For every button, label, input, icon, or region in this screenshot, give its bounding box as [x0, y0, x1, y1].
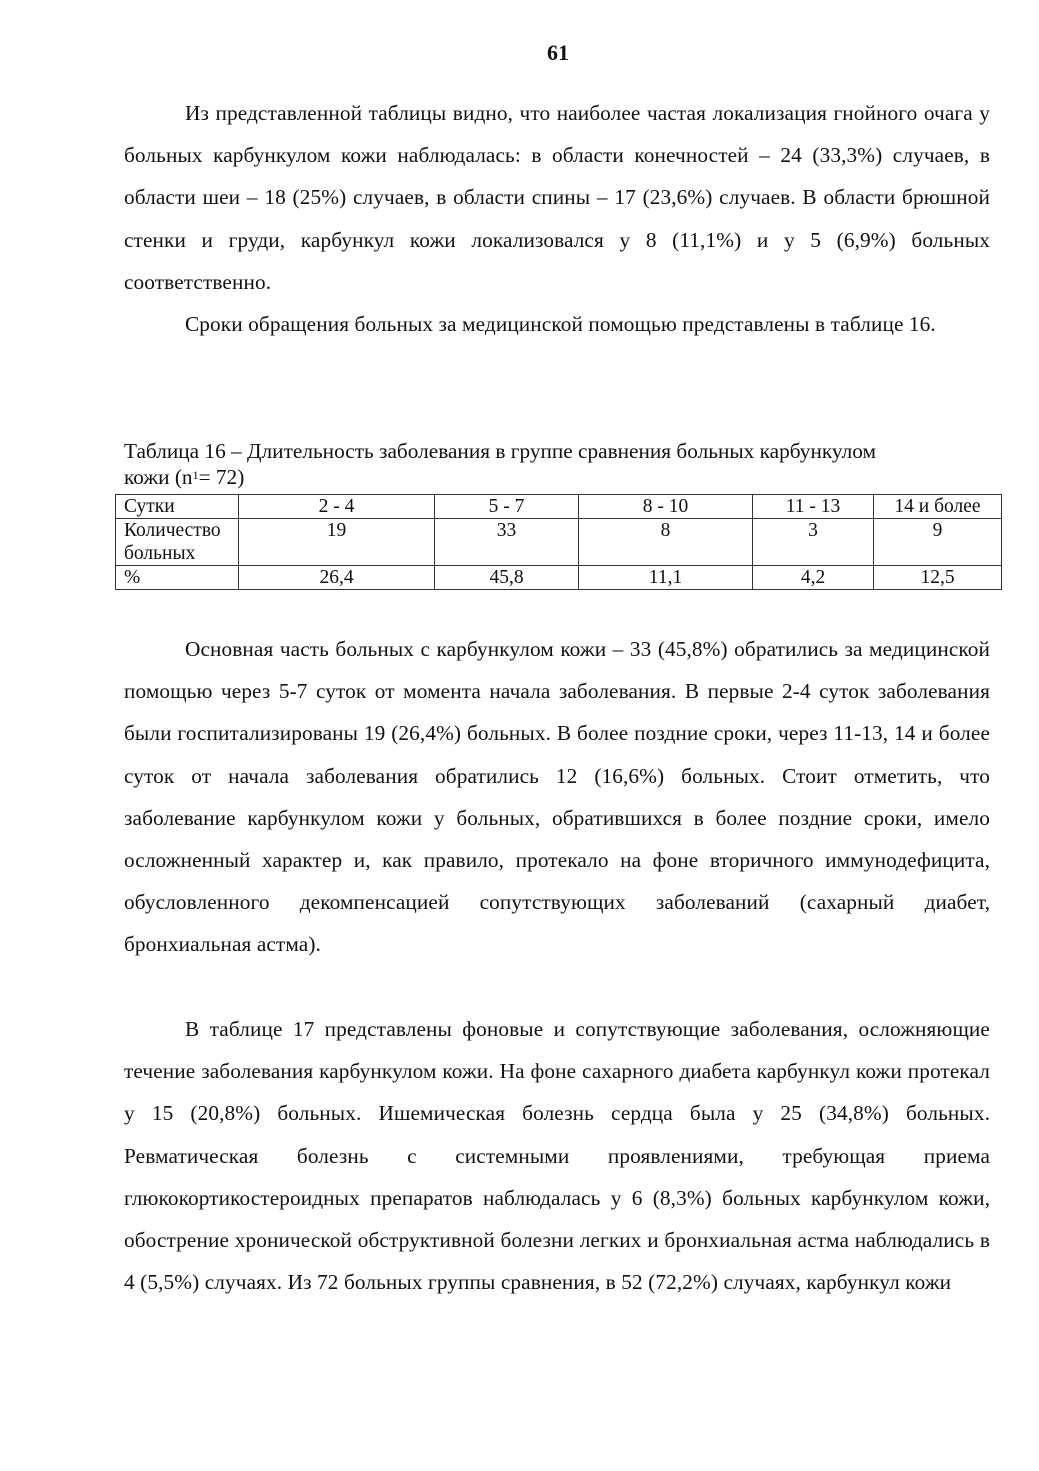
- table-row: [116, 519, 1002, 566]
- row-label: %: [116, 566, 239, 590]
- table-cell: 4,2: [753, 566, 874, 590]
- row-label: Количество больных: [116, 519, 239, 566]
- header-cell: 14 и более: [874, 495, 1002, 519]
- header-cell: 2 - 4: [239, 495, 435, 519]
- table-cell: 19: [239, 519, 435, 566]
- caption-superscript: 1: [192, 468, 199, 482]
- caption-tail: = 72): [198, 465, 245, 489]
- header-cell: 11 - 13: [753, 495, 874, 519]
- page-number: 61: [547, 40, 569, 65]
- table-16-caption: [124, 438, 884, 490]
- header-cell: 8 - 10: [579, 495, 753, 519]
- paragraph-localization: Из представленной таблицы видно, что наиболее частая локализация гнойного очага у больных карбункулом кожи наблюдалась: в области конечностей – 24 (33,3%) случаев, в области шеи – 18 (25%) случаев, в области спины – 17 (23,6%) случаев. В области брюшной стенки и груди, карбункул кожи локализовался у 8 (11,1%) и у 5 (6,9%) больных соответственно.: [124, 101, 990, 294]
- table-cell: 3: [753, 519, 874, 566]
- header-cell: 5 - 7: [435, 495, 579, 519]
- caption-main: Таблица 16 – Длительность заболевания в группе сравнения больных карбункулом кожи (n: [124, 439, 876, 489]
- table-header-row: [116, 495, 1002, 519]
- table-cell: 33: [435, 519, 579, 566]
- table-cell: 45,8: [435, 566, 579, 590]
- table-row: [116, 566, 1002, 590]
- table-cell: 12,5: [874, 566, 1002, 590]
- paragraph-comorbidities: В таблице 17 представлены фоновые и сопутствующие заболевания, осложняющие течение заболевания карбункулом кожи. На фоне сахарного диабета карбункул кожи протекал у 15 (20,8%) больных. Ишемическая болезнь сердца была у 25 (34,8%) больных. Ревматическая болезнь с системными проявлениями, требующая приема глюкокортикостероидных препаратов наблюдалась у 6 (8,3%) больных карбункулом кожи, обострение хронической обструктивной болезни легких и бронхиальная астма наблюдались в 4 (5,5%) случаях. Из 72 больных группы сравнения, в 52 (72,2%) случаях, карбункул кожи: [124, 1017, 990, 1295]
- header-cell: Сутки: [116, 495, 239, 519]
- table-cell: 8: [579, 519, 753, 566]
- table-cell: 9: [874, 519, 1002, 566]
- table-cell: 26,4: [239, 566, 435, 590]
- paragraph-duration-analysis: Основная часть больных с карбункулом кожи – 33 (45,8%) обратились за медицинской помощью через 5-7 суток от момента начала заболевания. В первые 2-4 суток заболевания были госпитализированы 19 (26,4%) больных. В более поздние сроки, через 11-13, 14 и более суток от начала заболевания обратились 12 (16,6%) больных. Стоит отметить, что заболевание карбункулом кожи у больных, обратившихся в более поздние сроки, имело осложненный характер и, как правило, протекало на фоне вторичного иммунодефицита, обусловленного декомпенсацией сопутствующих заболеваний (сахарный диабет, бронхиальная астма).: [124, 637, 990, 957]
- table-cell: 11,1: [579, 566, 753, 590]
- paragraph-table-intro: Сроки обращения больных за медицинской помощью представлены в таблице 16.: [185, 312, 936, 336]
- table-16: [115, 494, 1002, 590]
